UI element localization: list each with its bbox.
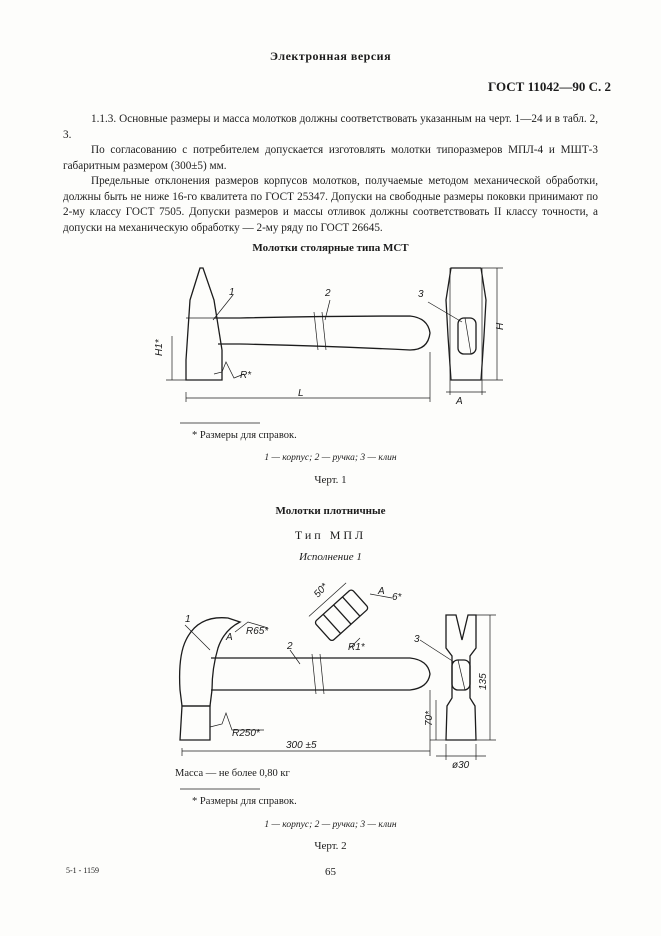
label-fig2-135: 135 <box>478 673 489 690</box>
gost-page-reference: ГОСТ 11042—90 С. 2 <box>488 79 611 94</box>
label-fig2-r250: R250* <box>232 728 260 739</box>
label-radius: R* <box>240 370 252 381</box>
label-fig2-70: 70* <box>424 710 435 726</box>
page-number: 65 <box>325 866 336 878</box>
label-fig2-r65: R65* <box>246 626 269 637</box>
figure-1-legend: 1 — корпус; 2 — ручка; 3 — клин <box>264 453 397 463</box>
paragraph-1-1-3: 1.1.3. Основные размеры и масса молотков должны соответствовать указанным на черт. 1—24 и в табл. 2, 3. <box>63 113 598 141</box>
figure-2-title: Молотки плотничные <box>275 505 386 517</box>
print-code: 5-1 - 1159 <box>66 866 100 875</box>
figure-2-drawing <box>180 581 496 771</box>
figure-1-title: Молотки столярные типа МСТ <box>252 242 409 254</box>
label-fig2-50: 50* <box>312 581 331 601</box>
label-h1: H1* <box>154 339 165 356</box>
label-fig2-r1: R1* <box>348 642 365 653</box>
label-part-1: 1 <box>229 287 235 298</box>
figure-1-drawing <box>154 268 506 407</box>
label-fig2-length: 300 ±5 <box>286 740 317 751</box>
figure-2-type: Тип МПЛ <box>294 528 367 542</box>
label-fig2-part-1: 1 <box>185 614 191 625</box>
label-fig2-view-a: A <box>226 632 233 643</box>
label-fig2-part-2: 2 <box>287 641 293 652</box>
label-height-h: H <box>495 322 506 330</box>
label-fig2-detail-a: A <box>378 586 385 597</box>
label-fig2-6: 6* <box>392 592 402 603</box>
figure-2-footnote: * Размеры для справок. <box>192 796 297 807</box>
figure-2-caption: Черт. 2 <box>314 840 347 852</box>
label-part-3: 3 <box>418 289 424 300</box>
label-fig2-diameter: ø30 <box>452 760 470 771</box>
label-square-a: A <box>456 396 463 407</box>
label-fig2-part-3: 3 <box>414 634 420 645</box>
figure-2-mass: Масса — не более 0,80 кг <box>175 768 290 779</box>
figure-2-legend: 1 — корпус; 2 — ручка; 3 — клин <box>264 820 397 830</box>
figure-1-footnote: * Размеры для справок. <box>192 430 297 441</box>
paragraph-agreement: По согласованию с потребителем допускается изготовлять молотки типоразмеров МПЛ-4 и МШТ-3 габаритным размером (300±5) мм. <box>63 144 598 172</box>
figure-1-caption: Черт. 1 <box>314 474 347 486</box>
paragraph-tolerances: Предельные отклонения размеров корпусов молотков, получаемые методом механической обработки, должны быть не ниже 16-го квалитета по ГОСТ 25347. Допуски на свободные размеры поковки принимают по 2-му классу ГОСТ 7505. Допуски размеров и массы отливок должны соответствовать II классу точности, а допуски на механическую обработку — 2-му ряду по ГОСТ 26645. <box>63 175 598 234</box>
label-length-l: L <box>298 388 304 399</box>
label-part-2: 2 <box>325 288 331 299</box>
figure-2-execution: Исполнение 1 <box>299 551 362 563</box>
electronic-version-header: Электронная версия <box>269 49 392 63</box>
